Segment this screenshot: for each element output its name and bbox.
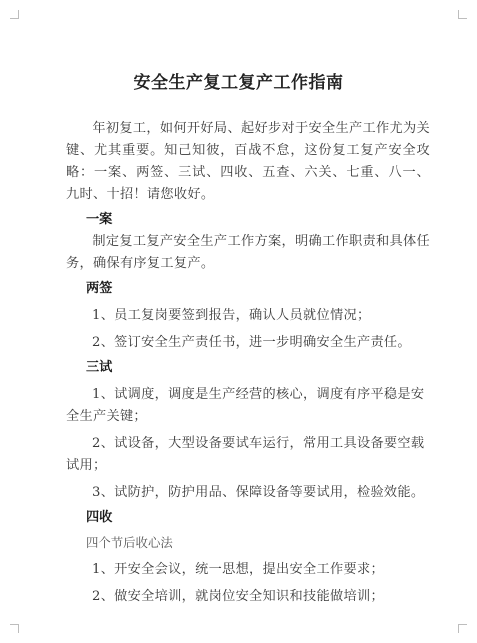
document-body — [66, 118, 430, 608]
section-4-subtitle: 四个节后收心法 — [86, 535, 173, 550]
section-4-item-2: 2、做安全培训，就岗位安全知识和技能做培训； — [92, 589, 384, 604]
section-heading-1: 一案 — [86, 212, 113, 227]
section-2-item-2: 2、签订安全生产责任书，进一步明确安全生产责任。 — [92, 335, 411, 350]
document-title: 安全生产复工复产工作指南 — [133, 73, 344, 93]
section-4-item-1: 1、开安全会议，统一思想，提出安全工作要求； — [92, 562, 384, 577]
crop-mark-bottom-right — [458, 624, 467, 633]
crop-mark-top-left — [10, 10, 19, 19]
section-3-item-1: 1、试调度，调度是生产经营的核心，调度有序平稳是安全生产关键； — [66, 387, 425, 424]
section-heading-2: 两签 — [86, 281, 113, 296]
intro-paragraph: 年初复工，如何开好局、起好步对于安全生产工作尤为关键、尤其重要。知己知彼，百战不怠，这份复工复产安全攻略：一案、两签、三试、四收、五查、六关、七重、八一、九时、十招！请您收好。 — [66, 121, 430, 202]
section-2-item-1: 1、员工复岗要签到报告，确认人员就位情况； — [92, 308, 371, 323]
section-1-paragraph: 制定复工复产安全生产工作方案，明确工作职责和具体任务，确保有序复工复产。 — [66, 234, 430, 271]
crop-mark-top-right — [458, 10, 467, 19]
section-3-item-3: 3、试防护，防护用品、保障设备等要试用，检验效能。 — [92, 485, 425, 500]
section-heading-4: 四收 — [86, 510, 113, 525]
section-heading-3: 三试 — [86, 360, 113, 375]
section-3-item-2: 2、试设备，大型设备要试车运行，常用工具设备要空载试用； — [66, 436, 425, 473]
crop-mark-bottom-left — [10, 624, 19, 633]
